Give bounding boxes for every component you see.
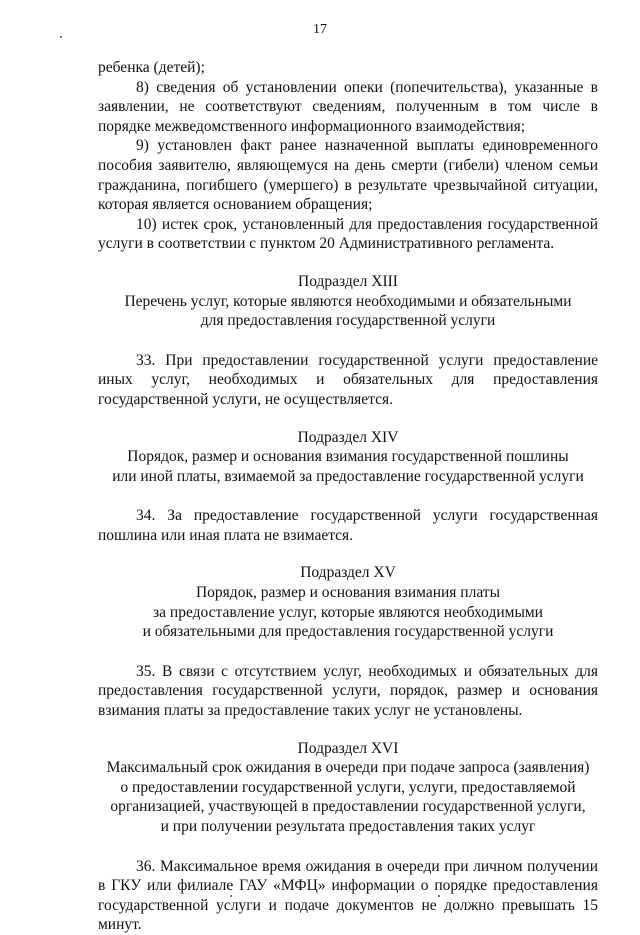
scan-speck (60, 36, 62, 38)
subsection-heading-line: для предоставления государственной услуги (200, 312, 496, 330)
subsection-title-xiii: Подраздел XIII (298, 272, 398, 290)
list-item-9: 9) установлен факт ранее назначенной выплаты единовременного пособия заявителю, являющемуся на день смерти (гибели) членом семьи гражданина, погибшего (умершего) в результате чрезвычайной ситуации, которая является основанием обращения; (98, 137, 598, 214)
subsection-heading-line: Порядок, размер и основания взимания государственной пошлины (127, 448, 569, 466)
subsection-heading-line: или иной платы, взимаемой за предоставление государственной услуги (112, 467, 584, 485)
paragraph-36: 36. Максимальное время ожидания в очереди при личном получении в ГКУ или филиале ГАУ «МФЦ» информации о порядке предоставления государственной услуги и подаче документов не должно превышать 15 минут. (98, 857, 598, 934)
subsection-heading-line: Порядок, размер и основания взимания платы (195, 584, 500, 602)
subsection-heading-line: о предоставлении государственной услуги, услуги, предоставляемой (120, 778, 576, 796)
subsection-title-xiv: Подраздел XIV (297, 428, 399, 446)
list-item-10: 10) истек срок, установленный для предоставления государственной услуги в соответствии с пунктом 20 Административного регламента. (98, 215, 598, 253)
paragraph-34: 34. За предоставление государственной услуги государственная пошлина или иная плата не взимается. (98, 507, 598, 544)
subsection-title-xvi: Подраздел XVI (297, 739, 399, 757)
paragraph-35: 35. В связи с отсутствием услуг, необходимых и обязательных для предоставления государственной услуги, порядок, размер и основания взимания платы за предоставление таких услуг не установлены. (98, 662, 598, 720)
document-body (98, 58, 598, 935)
subsection-title-xv: Подраздел XV (300, 564, 396, 582)
list-item-8: 8) сведения об установлении опеки (попечительства), указанные в заявлении, не соответствуют сведениям, полученным в том числе в порядке межведомственного информационного взаимодействия; (98, 78, 598, 135)
list-item-continuation: ребенка (детей); (98, 59, 205, 76)
scan-speck (438, 895, 440, 897)
paragraph-33: 33. При предоставлении государственной услуги предоставление иных услуг, необходимых и обязательных для предоставления государственной услуги, не осуществляется. (98, 351, 598, 408)
subsection-heading-line: организацией, участвующей в предоставлении государственной услуги, (110, 798, 586, 816)
subsection-heading-line: Перечень услуг, которые являются необходимыми и обязательными (124, 292, 572, 310)
page-number: 17 (313, 22, 327, 37)
scan-speck (230, 895, 232, 897)
subsection-heading-line: за предоставление услуг, которые являются необходимыми (153, 603, 543, 621)
subsection-heading-line: Максимальный срок ожидания в очереди при подаче запроса (заявления) (106, 759, 590, 777)
subsection-heading-line: и обязательными для предоставления государственной услуги (142, 623, 554, 641)
subsection-heading-line: и при получении результата предоставления таких услуг (160, 818, 536, 835)
